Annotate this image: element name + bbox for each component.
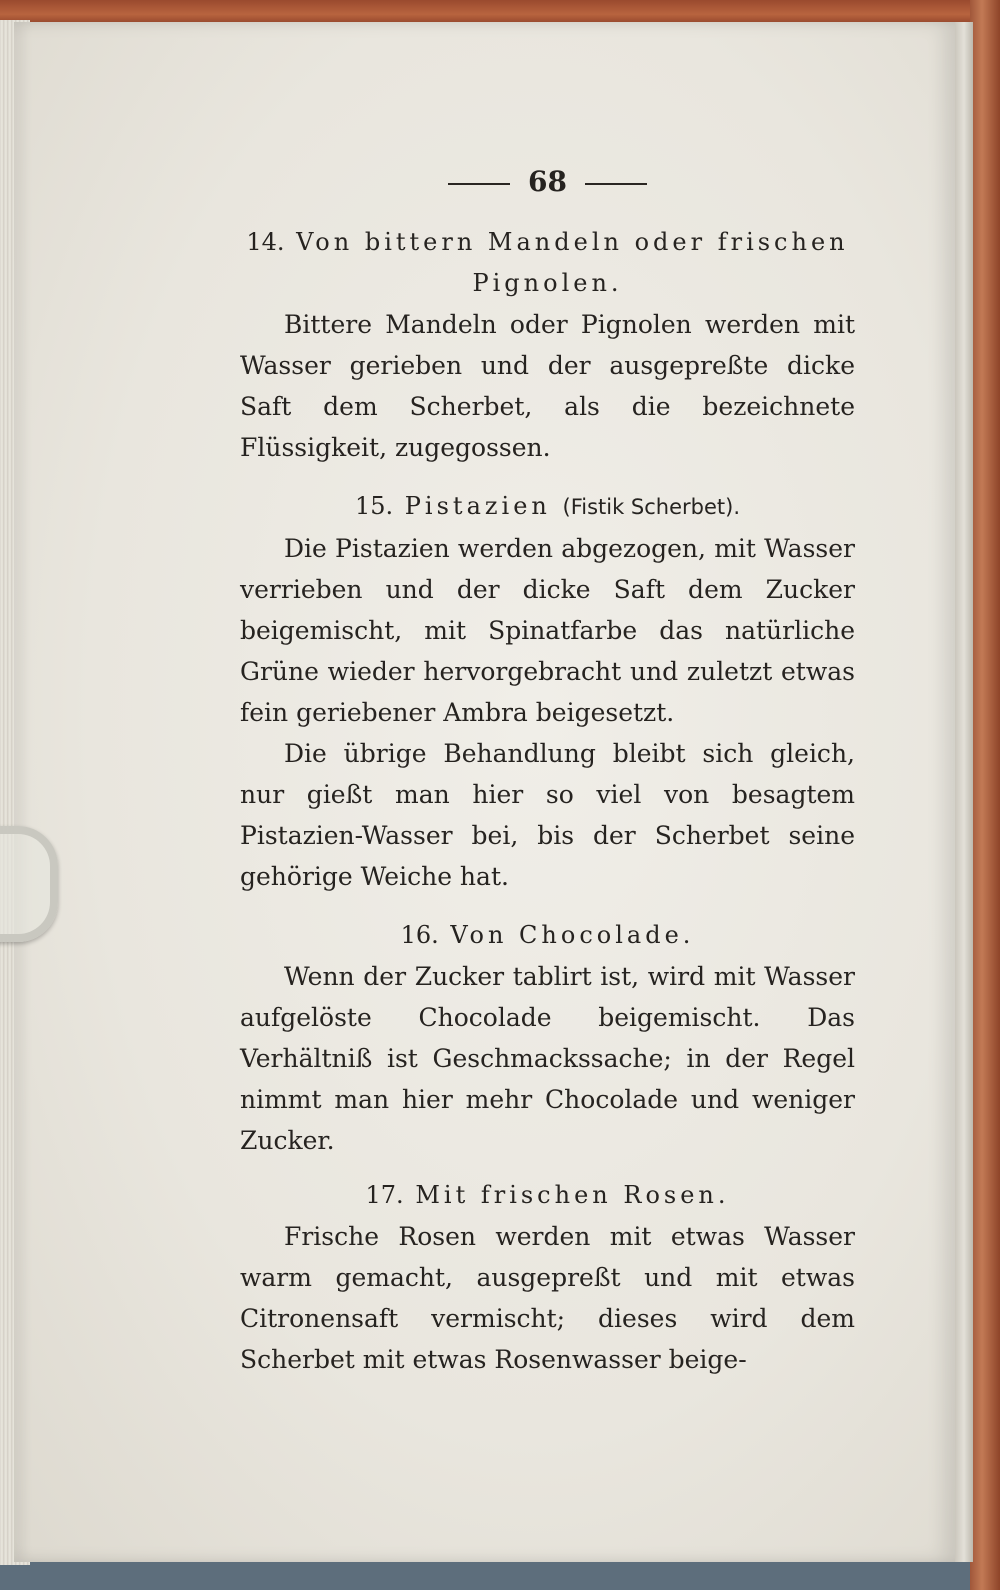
page-number (240, 160, 855, 204)
section-gap (240, 1161, 855, 1175)
book-cover-right-edge (970, 0, 1000, 1590)
section-heading-17 (240, 1175, 855, 1216)
section-paragraph: Die übrige Behandlung bleibt sich gleich, nur gießt man hier so viel von besagtem Pistazien-Wasser bei, bis der Scherbet seine gehörige Weiche hat. (240, 739, 855, 891)
page-gutter-fold (955, 22, 973, 1562)
page-text (240, 160, 855, 1380)
section-heading-14 (240, 222, 855, 304)
page-number-value: 68 (528, 165, 567, 198)
section-paragraph: Bittere Mandeln oder Pignolen werden mit Wasser gerieben und der ausgepreßte dicke Saft dem Scherbet, als die bezeichnete Flüssigkeit, zugegossen. (240, 310, 855, 462)
section-paragraph: Frische Rosen werden mit etwas Wasser warm gemacht, ausgepreßt und mit etwas Citronensaft vermischt; dieses wird dem Scherbet mit etwas Rosenwasser beige- (240, 1222, 855, 1374)
section-heading-16 (240, 915, 855, 956)
section-title: Mit frischen Rosen. (415, 1181, 730, 1209)
section-paragraph: Wenn der Zucker tablirt ist, wird mit Wasser aufgelöste Chocolade beigemischt. Das Verhältniß ist Geschmackssache; in der Regel nimmt man hier mehr Chocolade und weniger Zucker. (240, 962, 855, 1155)
section-number: 14. (246, 228, 285, 256)
page-number-dash-right (585, 183, 647, 185)
section-title-latin: (Fistik Scherbet). (562, 495, 741, 519)
section-paragraph: Die Pistazien werden abgezogen, mit Wasser verrieben und der dicke Saft dem Zucker beigemischt, mit Spinatfarbe das natürliche Grüne wieder hervorgebracht und zuletzt etwas fein geriebener Ambra beigesetzt. (240, 534, 855, 727)
section-number: 15. (354, 492, 394, 520)
section-gap (240, 468, 855, 486)
section-gap (240, 897, 855, 915)
page-clip (0, 826, 58, 942)
section-number: 16. (400, 921, 439, 949)
section-heading-15 (240, 486, 855, 528)
section-number: 17. (365, 1181, 404, 1209)
page-number-dash-left (448, 183, 510, 185)
section-title: Pistazien (404, 492, 551, 520)
section-title: Von Chocolade. (450, 921, 695, 949)
section-title: Von bittern Mandeln oder frischen Pignolen. (296, 228, 849, 297)
